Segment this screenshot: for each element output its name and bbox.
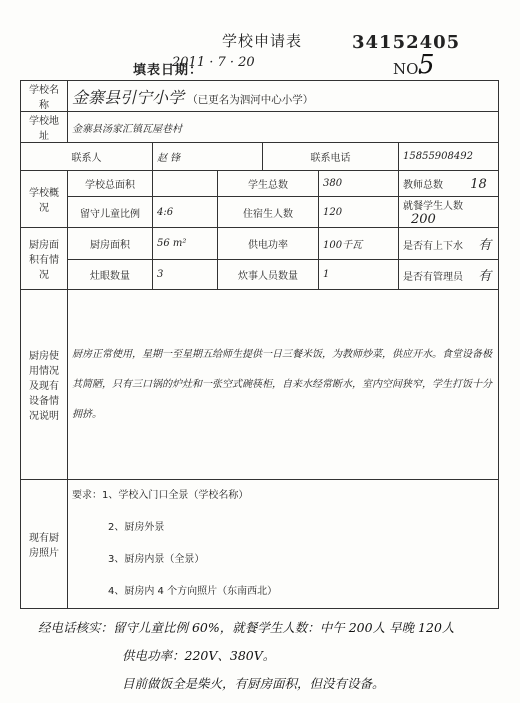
water-label: 是否有上下水 [403,241,463,252]
dining-value: 200 [411,212,436,227]
form-title: 学校申请表 [222,32,303,50]
cooks-label: 炊事人员数量 [218,260,319,290]
school-name-label: 学校名称 [21,81,68,112]
usage-label: 厨房使用情况及现有设备情况说明 [21,290,68,480]
photo-requirements [68,480,499,609]
teachers-total-label: 教师总数 [403,179,443,191]
overview-row-2 [21,197,499,228]
contact-label: 联系人 [21,143,153,171]
students-total-label: 学生总数 [218,171,319,197]
date-label: 填表日期： [133,63,204,78]
left-behind-value: 4:6 [153,197,218,228]
water-cell [399,228,499,260]
kitchen-row-1 [21,228,499,260]
contact-row [21,143,499,171]
photo-requirement-item: 3、厨房内景（全景） [108,554,205,565]
school-area-label: 学校总面积 [68,171,153,197]
photo-requirement-intro: 要求：1、学校入门口全景（学校名称） [72,490,249,501]
admin-label: 是否有管理员 [403,272,463,283]
school-name-value: 金寨县引宁小学 [72,87,185,107]
stoves-value: 3 [153,260,218,290]
application-form-table [20,80,499,609]
school-name-row [21,81,499,112]
admin-value: 有 [478,269,492,284]
no-label: NO. [393,60,423,78]
boarding-label: 住宿生人数 [218,197,319,228]
photos-label: 现有厨房照片 [21,480,68,609]
date-value: 2011 · 7 · 20 [172,55,255,70]
power-label: 供电功率 [218,228,319,260]
left-behind-label: 留守儿童比例 [68,197,153,228]
admin-cell [399,260,499,290]
footnote-cooking: 目前做饭全是柴火，有厨房面积，但没有设备。 [122,676,385,691]
no-value: 5 [418,50,435,80]
contact-value: 赵 锋 [153,143,263,171]
school-name-cell [68,81,499,112]
usage-text: 厨房正常使用，星期一至星期五给师生提供一日三餐米饭，为教师炒菜，供应开水。食堂设备极其简陋，只有三口锅的炉灶和一张空式碗筷柜，自来水经常断水，室内空间狭窄，学生打饭十分拥挤。 [68,290,499,480]
phone-label: 联系电话 [263,143,399,171]
usage-row [21,290,499,480]
cooks-value: 1 [319,260,399,290]
kitchen-label: 厨房面积有情况 [21,228,68,290]
school-address-label: 学校地址 [21,112,68,143]
dining-cell [399,197,499,228]
teachers-total-value: 18 [470,176,487,192]
school-area-value [153,171,218,197]
phone-value: 15855908492 [399,143,499,171]
school-rename-note: （已更名为泗河中心小学） [187,93,314,106]
stoves-label: 灶眼数量 [68,260,153,290]
kitchen-area-label: 厨房面积 [68,228,153,260]
power-value: 100千瓦 [319,228,399,260]
water-value: 有 [478,238,492,253]
photos-row [21,480,499,609]
overview-row-1 [21,171,499,197]
photo-requirement-item: 4、厨房内 4 个方向照片（东南西北） [108,586,278,597]
dining-label: 就餐学生人数 [403,201,463,212]
footnote-power: 供电功率：220V、380V。 [122,648,276,663]
boarding-value: 120 [319,197,399,228]
teachers-cell [399,171,499,197]
kitchen-row-2 [21,260,499,290]
school-address-row [21,112,499,143]
footnote-verification: 经电话核实：留守儿童比例 60%，就餐学生人数：中午 200人 早晚 120人 [38,620,455,635]
overview-label: 学校概况 [21,171,68,228]
kitchen-area-value: 56 m² [153,228,218,260]
photo-requirement-item: 2、厨房外景 [108,522,165,533]
form-number: 34152405 [352,32,461,53]
school-address-value: 金寨县汤家汇镇瓦屋巷村 [68,112,499,143]
students-total-value: 380 [319,171,399,197]
